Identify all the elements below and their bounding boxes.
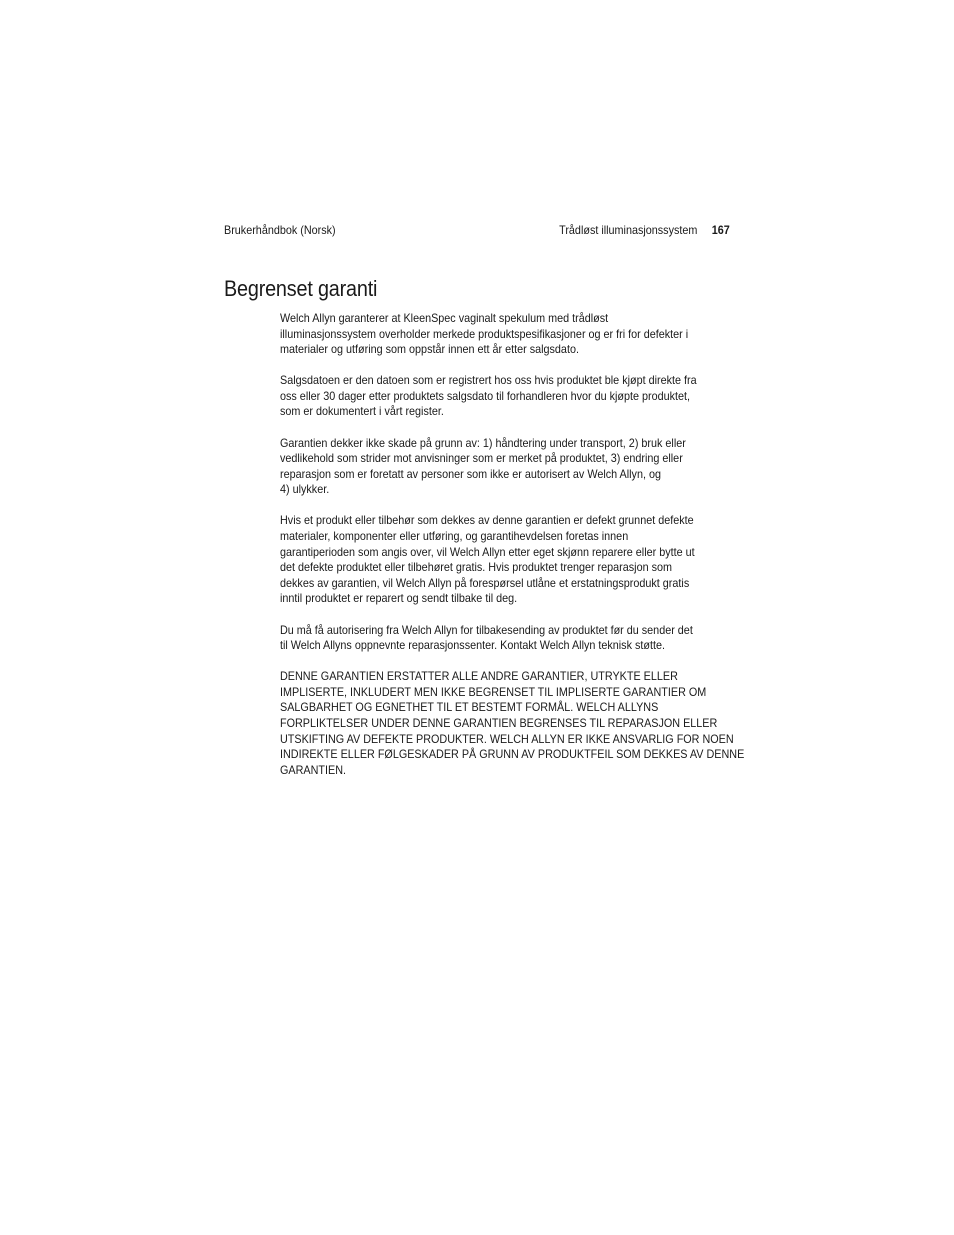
manual-title: Brukerhåndbok (Norsk) [224, 223, 336, 237]
system-name: Trådløst illuminasjonssystem [559, 223, 698, 237]
paragraph-repair-replace: Hvis et produkt eller tilbehør som dekkes av denne garantien er defekt grunnet defekte materialer, komponenter eller utføring, og garantihevdelsen foretas innen garantiperioden som angis over, vil Welch Allyn etter eget skjønn reparere eller bytte ut det defekte produktet eller tilbehøret gratis. Hvis produktet trenger reparasjon som dekkes av garantien, vil Welch Allyn på forespørsel utlåne et erstatningsprodukt gratis inntil produktet er reparert og sendt tilbake til deg. [280, 513, 695, 606]
paragraph-exclusions: Garantien dekker ikke skade på grunn av: 1) håndtering under transport, 2) bruk eller vedlikehold som strider mot anvisninger som er merket på produktet, 3) endring eller reparasjon som er foretatt av personer som ikke er autorisert av Welch Allyn, og 4) ulykker. [280, 435, 686, 497]
paragraph-warranty-scope: Welch Allyn garanterer at KleenSpec vaginalt spekulum med trådløst illuminasjonssystem overholder merkede produktspesifikasjoner og er fri for defekter i materialer og utføring som oppstår innen ett år etter salgsdato. [280, 311, 689, 357]
paragraph-authorization: Du må få autorisering fra Welch Allyn for tilbakesending av produktet før du sender det til Welch Allyns oppnevnte reparasjonssenter. Kontakt Welch Allyn teknisk støtte. [280, 622, 693, 653]
running-header [224, 221, 730, 239]
paragraph-disclaimer: DENNE GARANTIEN ERSTATTER ALLE ANDRE GARANTIER, UTRYKTE ELLER IMPLISERTE, INKLUDERT MEN IKKE BEGRENSET TIL IMPLISERTE GARANTIER OM SALGBARHET OG EGNETHET TIL ET BESTEMT FORMÅL. WELCH ALLYNS FORPLIKTELSER UNDER DENNE GARANTIEN BEGRENSES TIL REPARASJON ELLER UTSKIFTING AV DEFEKTE PRODUKTER. WELCH ALLYN ER IKKE ANSVARLIG FOR NOEN INDIREKTE ELLER FØLGESKADER PÅ GRUNN AV PRODUKTFEIL SOM DEKKES AV DENNE GARANTIEN. [280, 669, 745, 777]
paragraph-sale-date: Salgsdatoen er den datoen som er registrert hos oss hvis produktet ble kjøpt direkte fra oss eller 30 dager etter produktets salgsdato til forhandleren hvor du kjøpte produktet, som er dokumentert i vårt register. [280, 373, 697, 419]
page-number: 167 [711, 223, 730, 237]
section-body [280, 311, 780, 794]
section-title: Begrenset garanti [224, 276, 378, 301]
header-right [559, 221, 730, 239]
